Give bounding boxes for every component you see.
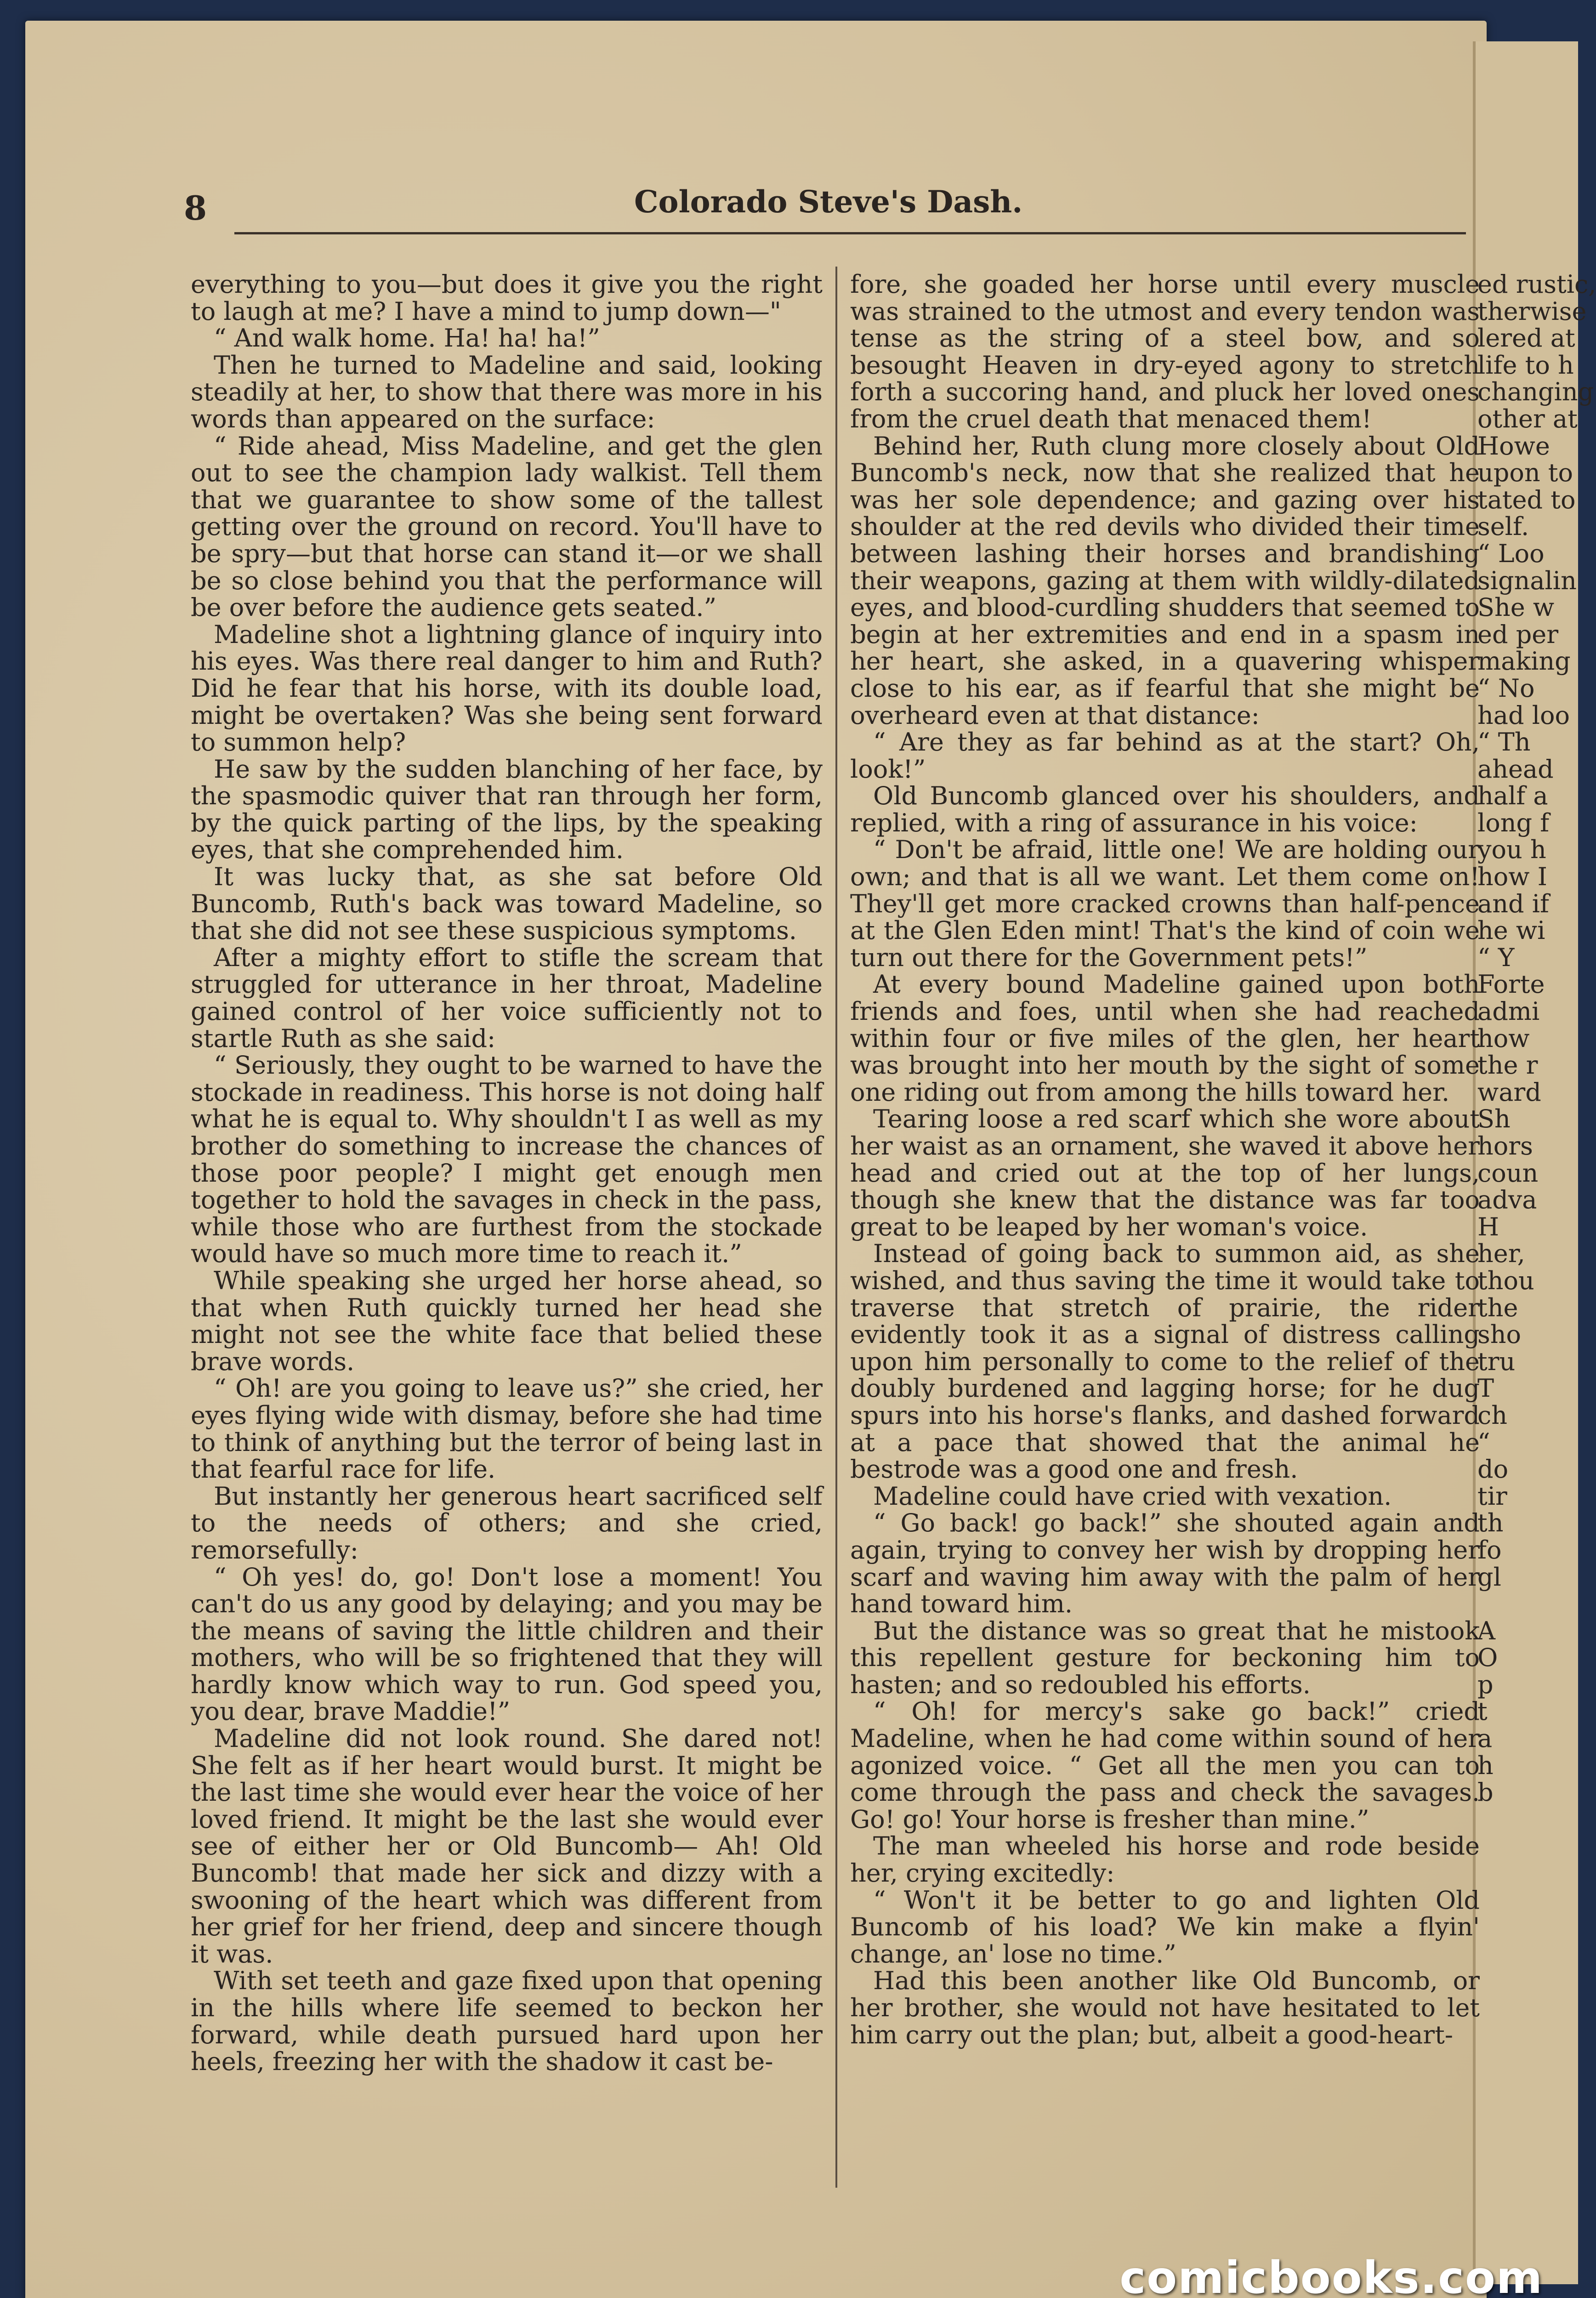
text-fragment: signalin [1477, 566, 1577, 595]
paragraph: Madeline could have cried with vexation. [873, 1481, 1392, 1511]
page-header [184, 175, 1471, 244]
text-fragment: tated to [1477, 485, 1576, 514]
text-fragment: “ Loo [1477, 539, 1545, 568]
text-fragment: other at [1477, 404, 1578, 433]
paragraph: But the distance was so great that he mistook this repellent gesture for beckoning him to hasten; and so redoubled his efforts. [850, 1616, 1480, 1699]
paragraph: Then he turned to Madeline and said, looking steadily at her, to show that there was more in his words than appeared on the surface: [191, 350, 823, 433]
text-fragment: admi [1477, 997, 1540, 1026]
paragraph: “ Are they as far behind as at the start? Oh, look!” [850, 728, 1480, 784]
text-fragment: self. [1477, 512, 1529, 541]
text-fragment: tru [1477, 1347, 1516, 1376]
text-fragment: fo [1477, 1535, 1502, 1564]
text-fragment: changing [1477, 377, 1594, 407]
text-fragment: life to h [1477, 350, 1574, 380]
paragraph: Instead of going back to summon aid, as she wished, and thus saving the time it would take to traverse that stretch of prairie, the rider evidently took it as a signal of distress calling upon him personally to come to the relief of the doubly burdened and lagging horse; for he dug spurs into his horse's flanks, and dashed forward at a pace that showed that the animal he bestrode was a good one and fresh. [850, 1239, 1480, 1484]
text-fragment: do [1477, 1455, 1509, 1484]
paragraph: After a mighty effort to stifle the scream that struggled for utterance in her throat, Madeline gained control of her voice sufficiently not to startle Ruth as she said: [191, 943, 823, 1053]
text-fragment: long f [1477, 808, 1550, 837]
page-number: 8 [184, 188, 207, 228]
text-fragment: a [1477, 1724, 1493, 1753]
text-fragment: coun [1477, 1158, 1539, 1188]
text-fragment: ch [1477, 1400, 1508, 1430]
paragraph: Tearing loose a red scarf which she wore about her waist as an ornament, she waved it above her head and cried out at the top of her lungs, though she knew that the distance was far too great to be leaped by her woman's voice. [850, 1104, 1480, 1241]
running-title: Colorado Steve's Dash. [634, 184, 1023, 220]
watermark-logo: comicbooks.com [1119, 2252, 1543, 2298]
text-fragment: “ Y [1477, 943, 1515, 972]
right-text-column [850, 271, 1480, 2188]
paragraph: He saw by the sudden blanching of her face, by the spasmodic quiver that ran through her form, by the quick parting of the lips, by the speaking eyes, that she comprehended him. [191, 754, 823, 865]
text-fragment: half a [1477, 781, 1548, 811]
text-fragment: he wi [1477, 916, 1545, 945]
text-fragment: She w [1477, 593, 1555, 622]
paragraph: Madeline did not look round. She dared not! She felt as if her heart would burst. It might be the last time she would ever hear the voice of her loved friend. It might be the last she would ever see of either her or Old Buncomb— Ah! Old Buncomb! that made her sick and dizzy with a swooning of the heart which was different from her grief for her friend, deep and sincere though it was. [191, 1724, 823, 1968]
text-fragment: hors [1477, 1132, 1533, 1160]
text-fragment: gl [1477, 1562, 1501, 1592]
paragraph: “ Don't be afraid, little one! We are holding our own; and that is all we want. Let them come on! They'll get more cracked crowns than half-pence at the Glen Eden mint! That's the kind of coin we turn out there for the Government pets!” [850, 835, 1480, 972]
paragraph: The man wheeled his horse and rode beside her, crying excitedly: [850, 1832, 1480, 1888]
text-fragment: ahead [1477, 754, 1554, 784]
text-fragment: T [1477, 1374, 1494, 1403]
text-fragment: making [1477, 647, 1571, 676]
paragraph: “ And walk home. Ha! ha! ha!” [214, 324, 600, 353]
text-fragment: b [1477, 1778, 1494, 1807]
text-fragment: ward [1477, 1077, 1541, 1107]
text-fragment: t [1477, 1697, 1488, 1726]
paragraph: “ Go back! go back!” she shouted again and again, trying to convey her wish by dropping her scarf and waving him away with the palm of her hand toward him. [850, 1508, 1480, 1619]
text-fragment: how I [1477, 862, 1548, 892]
text-fragment: h [1477, 1751, 1494, 1780]
text-fragment: adva [1477, 1185, 1537, 1215]
paragraph: Behind her, Ruth clung more closely about Old Buncomb's neck, now that she realized that he was her sole dependence; and gazing over his shoulder at the red devils who divided their time between lashing their horses and brandishing their weapons, gazing at them with wildly-dilated eyes, and blood-curdling shudders that seemed to begin at her extremities and end in a spasm in her heart, she asked, in a quavering whisper close to his ear, as if fearful that she might be overheard even at that distance: [850, 431, 1480, 730]
text-fragment: and if [1477, 889, 1549, 918]
paragraph: “ Seriously, they ought to be warned to have the stockade in readiness. This horse is not doing half what he is equal to. Why shouldn't I as well as my brother do something to increase the chances of those poor people? I might get enough men together to hold the savages in check in the pass, while those who are furthest from the stockade would have so much more time to reach it.” [191, 1051, 823, 1268]
paragraph: Had this been another like Old Buncomb, or her brother, she would not have hesitated to let him carry out the plan; but, albeit a good-heart- [850, 1966, 1480, 2049]
text-fragment: H [1477, 1212, 1499, 1241]
next-page-text-fragments [1477, 270, 1596, 2110]
text-fragment [1477, 1591, 1574, 1618]
text-fragment: A [1477, 1616, 1495, 1645]
paragraph: “ Ride ahead, Miss Madeline, and get the glen out to see the champion lady walkist. Tell them that we guarantee to show some of the tallest getting over the ground on record. You'll have to be spry—but that horse can stand it—or we shall be so close behind you that the performance will be over before the audience gets seated.” [191, 431, 823, 622]
paragraph: “ Oh! for mercy's sake go back!” cried Madeline, when he had come within sound of her agonized voice. “ Get all the men you can to come through the pass and check the savages. Go! go! Your horse is fresher than mine.” [850, 1697, 1480, 1834]
paragraph: At every bound Madeline gained upon both friends and foes, until when she had reached within four or five miles of the glen, her heart was brought into her mouth by the sight of some one riding out from among the hills toward her. [850, 970, 1480, 1107]
text-fragment: upon to [1477, 458, 1573, 488]
text-fragment: you h [1477, 835, 1546, 865]
text-fragment: the r [1477, 1051, 1538, 1080]
text-fragment: ed per [1477, 620, 1559, 649]
paragraph: But instantly her generous heart sacrificed self to the needs of others; and she cried, remorsefully: [191, 1481, 823, 1564]
text-fragment: thou [1477, 1266, 1534, 1295]
paragraph: “ Oh! are you going to leave us?” she cried, her eyes flying wide with dismay, before she had time to think of anything but the terror of being last in that fearful race for life. [191, 1374, 823, 1484]
left-text-column [191, 271, 823, 2188]
text-fragment: “ Th [1477, 728, 1531, 757]
paragraph: “ Oh yes! do, go! Don't lose a moment! You can't do us any good by delaying; and you may be the means of saving the little children and their mothers, who will be so frightened that they will hardly know which way to run. God speed you, you dear, brave Maddie!” [191, 1562, 823, 1726]
text-fragment: “ No [1477, 673, 1535, 703]
text-fragment: therwise [1477, 296, 1587, 326]
header-rule [234, 232, 1466, 234]
paragraph: everything to you—but does it give you the right to laugh at me? I have a mind to jump down—" [191, 270, 823, 326]
text-fragment: tir [1477, 1481, 1507, 1511]
text-fragment: Forte [1477, 970, 1545, 999]
text-fragment: th [1477, 1508, 1504, 1538]
paragraph: With set teeth and gaze fixed upon that opening in the hills where life seemed to beckon her forward, while death pursued hard upon her heels, freezing her with the shadow it cast be- [191, 1966, 823, 2076]
text-fragment: O [1477, 1643, 1498, 1672]
text-fragment: had loo [1477, 700, 1570, 730]
paragraph: While speaking she urged her horse ahead, so that when Ruth quickly turned her head she might not see the white face that belied these brave words. [191, 1266, 823, 1376]
text-fragment: how [1477, 1024, 1530, 1053]
text-fragment: ed rustic, [1477, 270, 1596, 299]
text-fragment: sho [1477, 1320, 1522, 1349]
column-divider [835, 267, 837, 2188]
paragraph: It was lucky that, as she sat before Old Buncomb, Ruth's back was toward Madeline, so that she did not see these suspicious symptoms. [191, 862, 823, 945]
paragraph: Madeline shot a lightning glance of inquiry into his eyes. Was there real danger to him and Ruth? Did he fear that his horse, with its double load, might be overtaken? Was she being sent forward to summon help? [191, 620, 823, 757]
text-fragment: p [1477, 1670, 1494, 1699]
paragraph: Old Buncomb glanced over his shoulders, and replied, with a ring of assurance in his voice: [850, 781, 1480, 837]
text-fragment: Sh [1477, 1104, 1511, 1134]
text-fragment: lered at [1477, 324, 1575, 353]
text-fragment: Howe [1477, 431, 1550, 461]
paragraph: fore, she goaded her horse until every muscle was strained to the utmost and every tendon was tense as the string of a steel bow, and so besought Heaven in dry-eyed agony to stretch forth a succoring hand, and pluck her loved ones from the cruel death that menaced them! [850, 270, 1480, 433]
paragraph: “ Won't it be better to go and lighten Old Buncomb of his load? We kin make a flyin' change, an' lose no time.” [850, 1885, 1480, 1968]
text-fragment: her, [1477, 1239, 1525, 1268]
text-fragment: the [1477, 1293, 1518, 1322]
text-fragment: “ [1477, 1428, 1490, 1457]
